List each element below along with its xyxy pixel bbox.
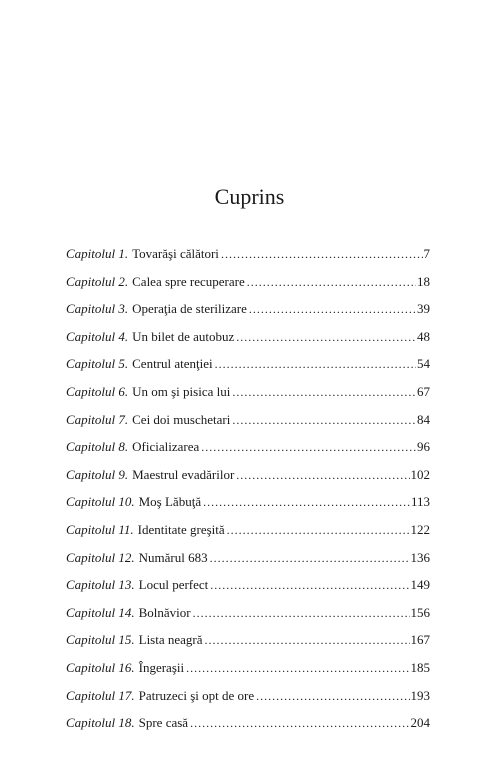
page-number: 193 bbox=[410, 687, 430, 703]
chapter-title: Operaţia de sterilizare bbox=[132, 301, 247, 317]
chapter-number: Capitolul 9. bbox=[66, 466, 129, 482]
toc-entry bbox=[66, 329, 430, 357]
chapter-number: Capitolul 3. bbox=[66, 301, 129, 317]
chapter-number: Capitolul 15. bbox=[66, 632, 135, 648]
page-number: 48 bbox=[417, 328, 430, 344]
dot-leader bbox=[193, 605, 410, 621]
chapter-title: Un bilet de autobuz bbox=[132, 328, 235, 344]
page-number: 84 bbox=[417, 411, 430, 427]
page-number: 149 bbox=[410, 577, 430, 593]
chapter-number: Capitolul 11. bbox=[66, 521, 134, 537]
chapter-title: Identitate greşită bbox=[137, 521, 225, 537]
page-number: 136 bbox=[410, 549, 430, 565]
chapter-number: Capitolul 16. bbox=[66, 659, 135, 675]
chapter-number: Capitolul 13. bbox=[66, 577, 135, 593]
chapter-title: Centrul atenţiei bbox=[132, 356, 213, 372]
chapter-title: Un om şi pisica lui bbox=[132, 383, 231, 399]
toc-entry bbox=[66, 550, 430, 578]
chapter-number: Capitolul 18. bbox=[66, 715, 135, 731]
page-number: 204 bbox=[410, 715, 430, 731]
dot-leader bbox=[215, 356, 416, 372]
dot-leader bbox=[205, 632, 410, 648]
page-number: 18 bbox=[417, 273, 430, 289]
chapter-title: Patruzeci şi opt de ore bbox=[138, 687, 255, 703]
chapter-title: Moş Lăbuţă bbox=[138, 494, 202, 510]
chapter-number: Capitolul 12. bbox=[66, 549, 135, 565]
chapter-title: Spre casă bbox=[138, 715, 189, 731]
dot-leader bbox=[210, 550, 410, 566]
chapter-title: Oficializarea bbox=[132, 439, 200, 455]
dot-leader bbox=[247, 274, 416, 290]
toc-entry bbox=[66, 688, 430, 716]
chapter-title: Numărul 683 bbox=[138, 549, 208, 565]
dot-leader bbox=[201, 439, 416, 455]
toc-entry bbox=[66, 467, 430, 495]
chapter-number: Capitolul 6. bbox=[66, 383, 129, 399]
toc-entry bbox=[66, 577, 430, 605]
page-number: 102 bbox=[410, 466, 430, 482]
chapter-title: Tovarăşi călători bbox=[132, 246, 219, 261]
chapter-title: Cei doi muschetari bbox=[132, 411, 231, 427]
chapter-title: Locul perfect bbox=[138, 577, 209, 593]
chapter-number: Capitolul 2. bbox=[66, 273, 129, 289]
toc-entry bbox=[66, 412, 430, 440]
dot-leader bbox=[236, 467, 409, 483]
toc-entry bbox=[66, 246, 430, 274]
dot-leader bbox=[190, 715, 409, 731]
chapter-number: Capitolul 4. bbox=[66, 328, 129, 344]
toc-entry bbox=[66, 522, 430, 550]
dot-leader bbox=[203, 494, 410, 510]
dot-leader bbox=[236, 329, 416, 345]
toc-entry bbox=[66, 301, 430, 329]
toc-entry bbox=[66, 356, 430, 384]
dot-leader bbox=[232, 412, 416, 428]
page-number: 54 bbox=[417, 356, 430, 372]
chapter-title: Lista neagră bbox=[138, 632, 203, 648]
chapter-number: Capitolul 10. bbox=[66, 494, 135, 510]
page-number: 156 bbox=[410, 604, 430, 620]
dot-leader bbox=[249, 301, 416, 317]
toc-entry bbox=[66, 274, 430, 302]
page-number: 113 bbox=[410, 494, 430, 510]
chapter-title: Bolnăvior bbox=[138, 604, 191, 620]
toc-entry bbox=[66, 439, 430, 467]
chapter-title: Îngeraşii bbox=[138, 659, 185, 675]
chapter-title: Calea spre recuperare bbox=[132, 273, 245, 289]
toc-entry bbox=[66, 605, 430, 633]
chapter-title: Maestrul evadărilor bbox=[132, 466, 235, 482]
chapter-number: Capitolul 1. bbox=[66, 246, 129, 261]
dot-leader bbox=[221, 246, 423, 262]
page-number: 185 bbox=[410, 659, 430, 675]
chapter-number: Capitolul 14. bbox=[66, 604, 135, 620]
page-number: 67 bbox=[417, 383, 430, 399]
chapter-number: Capitolul 7. bbox=[66, 411, 129, 427]
page-number: 167 bbox=[410, 632, 430, 648]
dot-leader bbox=[210, 577, 409, 593]
dot-leader bbox=[232, 384, 416, 400]
page-number: 122 bbox=[410, 521, 430, 537]
toc-entry bbox=[66, 715, 430, 743]
page-number: 96 bbox=[417, 439, 430, 455]
page-title: Cuprins bbox=[214, 184, 285, 209]
dot-leader bbox=[186, 660, 409, 676]
toc-entry bbox=[66, 384, 430, 412]
dot-leader bbox=[256, 688, 409, 704]
page-number: 39 bbox=[417, 301, 430, 317]
toc-entry bbox=[66, 494, 430, 522]
chapter-number: Capitolul 17. bbox=[66, 687, 135, 703]
toc-entry bbox=[66, 660, 430, 688]
chapter-number: Capitolul 8. bbox=[66, 439, 129, 455]
page-number: 7 bbox=[423, 246, 430, 261]
toc-entry bbox=[66, 632, 430, 660]
table-of-contents bbox=[66, 246, 430, 743]
dot-leader bbox=[227, 522, 410, 538]
chapter-number: Capitolul 5. bbox=[66, 356, 129, 372]
